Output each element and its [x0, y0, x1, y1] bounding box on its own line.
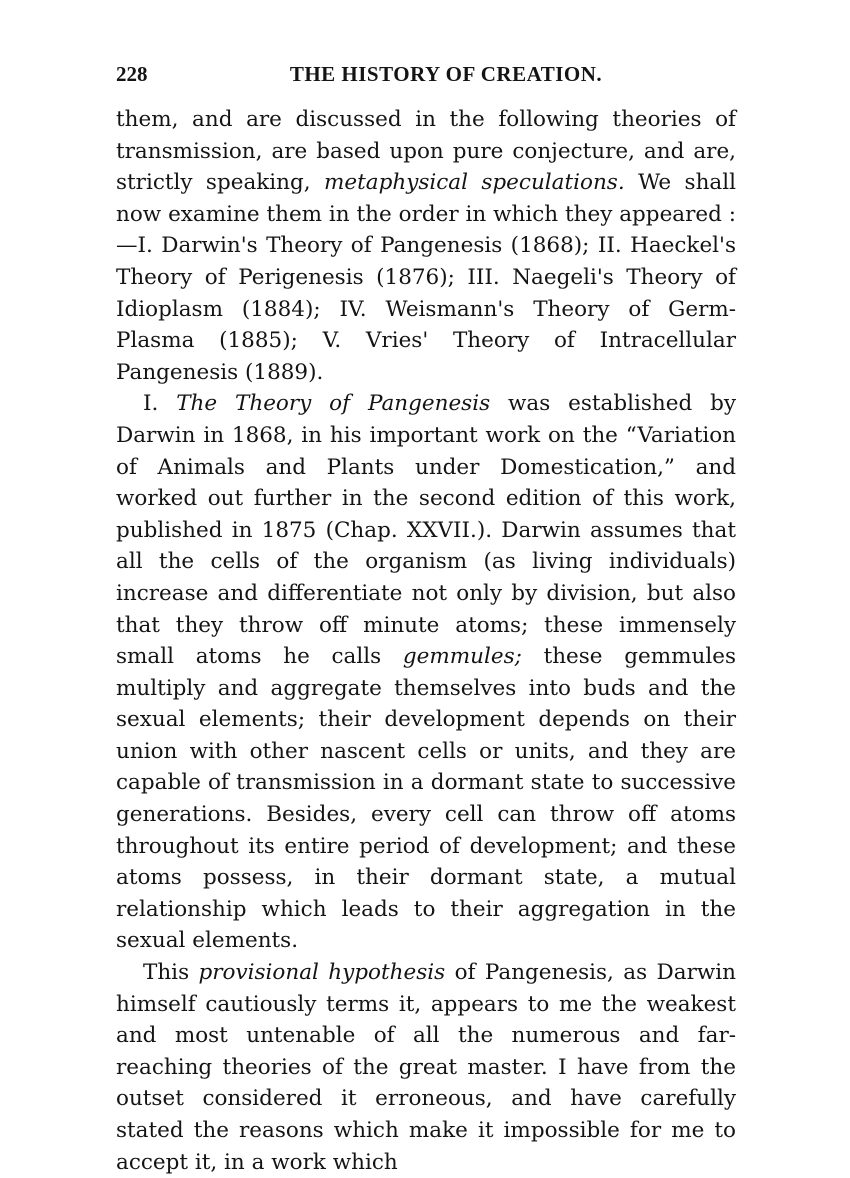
text-run: these gemmules multiply and aggregate themselves into buds and the sexual elements; their development depends on their union with other nascent cells or units, and they are capable of transmission in a dormant state to successive generations. Besides, every cell can throw off atoms throughout its entire period of development; and these atoms possess, in their dormant state, a mutual relationship which leads to their aggregation in the sexual elements.: [116, 644, 736, 954]
running-header: [116, 62, 736, 92]
body-text: [116, 104, 736, 1178]
italic-text-run: The Theory of Pangenesis: [176, 391, 491, 417]
italic-text-run: provisional hypothesis: [198, 960, 446, 986]
running-title: THE HISTORY OF CREATION.: [289, 62, 603, 86]
text-run: This: [143, 960, 199, 986]
italic-text-run: metaphysical speculations.: [324, 170, 625, 196]
paragraph: [116, 104, 736, 388]
paragraph: [116, 957, 736, 1178]
text-run: I.: [143, 391, 177, 417]
text-run: them, and are discussed in the following theories of transmission, are based upon pure conjecture, and are, strictly speaking,: [116, 107, 736, 196]
text-run: We shall now examine them in the order in which they appeared :—I. Darwin's Theory of Pangenesis (1868); II. Haeckel's Theory of Perigenesis (1876); III. Naegeli's Theory of Idioplasm (1884); IV. Weismann's Theory of Germ-Plasma (1885); V. Vries' Theory of Intracellular Pangenesis (1889).: [116, 170, 736, 385]
text-run: of Pangenesis, as Darwin himself cautiously terms it, appears to me the weakest and most untenable of all the numerous and far-reaching theories of the great master. I have from the outset considered it erroneous, and have carefully stated the reasons which make it impossible for me to accept it, in a work which: [116, 960, 736, 1175]
book-page: [116, 62, 736, 1178]
paragraph: [116, 388, 736, 957]
italic-text-run: gemmules;: [402, 644, 522, 670]
page-number: 228: [116, 62, 148, 86]
text-run: was established by Darwin in 1868, in his important work on the “Variation of Animals and Plants under Domestication,” and worked out further in the second edition of this work, published in 1875 (Chap. XXVII.). Darwin assumes that all the cells of the organism (as living individuals) increase and differentiate not only by division, but also that they throw off minute atoms; these immensely small atoms he calls: [116, 391, 737, 670]
